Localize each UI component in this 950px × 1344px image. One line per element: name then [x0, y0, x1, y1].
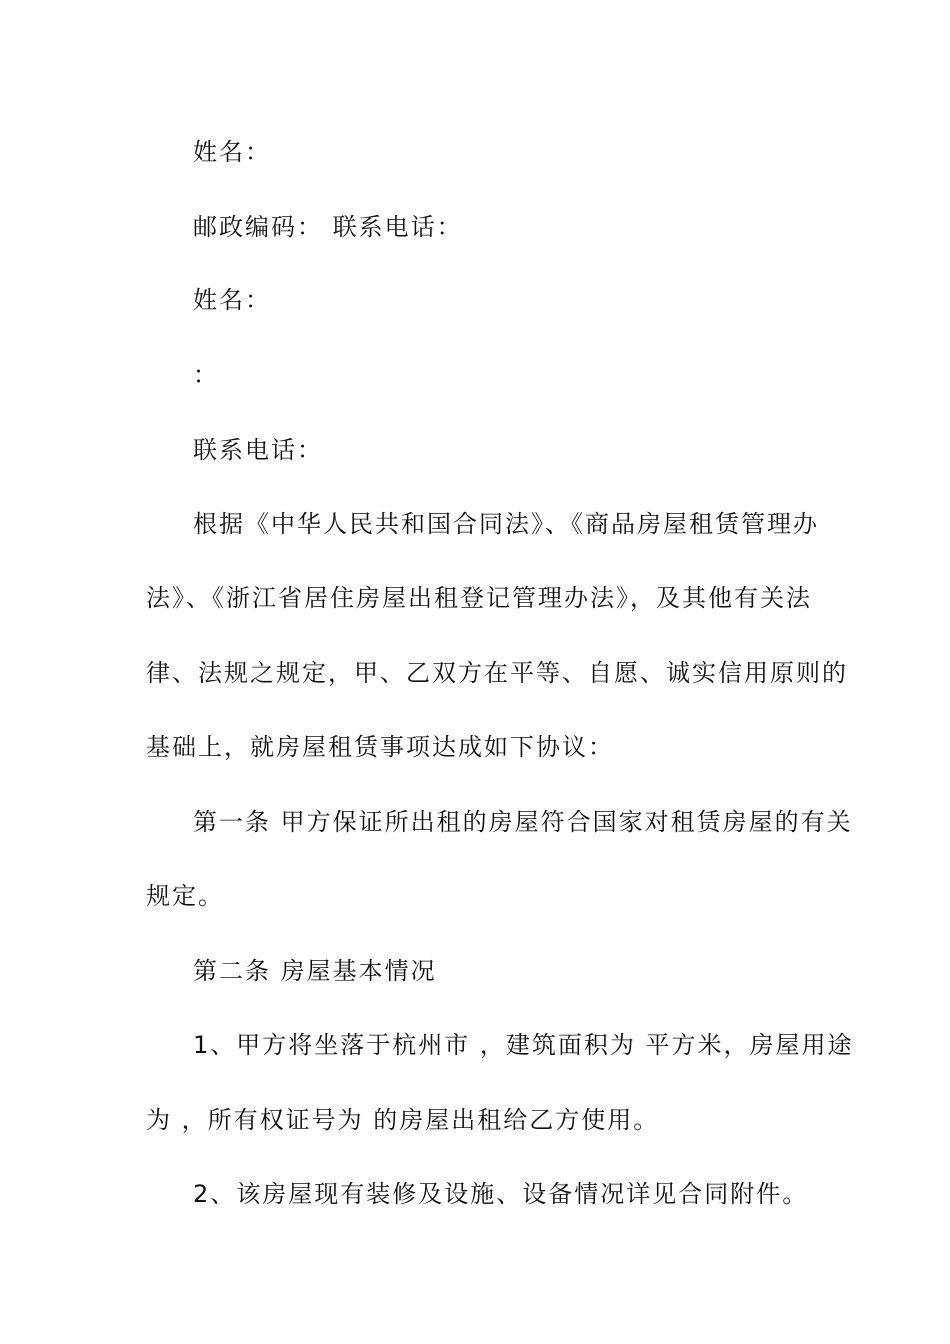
clause-1-line: 为 ，所有权证号为 的房屋出租给乙方使用。 — [146, 1106, 660, 1134]
name-label-1: 姓名： — [193, 138, 271, 166]
phone-label: 联系电话： — [193, 436, 323, 464]
name-label-2: 姓名： — [193, 286, 271, 314]
article-1-line: 规定。 — [146, 882, 224, 910]
postal-phone-line: 邮政编码： 联系电话： — [193, 213, 463, 241]
clause-2-line: 2、该房屋现有装修及设施、设备情况详见合同附件。 — [193, 1180, 809, 1208]
paragraph-line: 法》、《浙江省居住房屋出租登记管理办法》，及其他有关法 — [146, 584, 812, 612]
article-1-line: 第一条 甲方保证所出租的房屋符合国家对租赁房屋的有关 — [193, 808, 853, 836]
paragraph-line: 基础上，就房屋租赁事项达成如下协议： — [146, 733, 614, 761]
clause-1-line: 1、甲方将坐落于杭州市 ，建筑面积为 平方米，房屋用途 — [193, 1031, 854, 1059]
paragraph-line: 根据《中华人民共和国合同法》、《商品房屋租赁管理办 — [193, 510, 819, 538]
colon-line: ： — [193, 361, 219, 389]
article-2-heading: 第二条 房屋基本情况 — [193, 957, 437, 985]
paragraph-line: 律、法规之规定，甲、乙双方在平等、自愿、诚实信用原则的 — [146, 659, 848, 687]
